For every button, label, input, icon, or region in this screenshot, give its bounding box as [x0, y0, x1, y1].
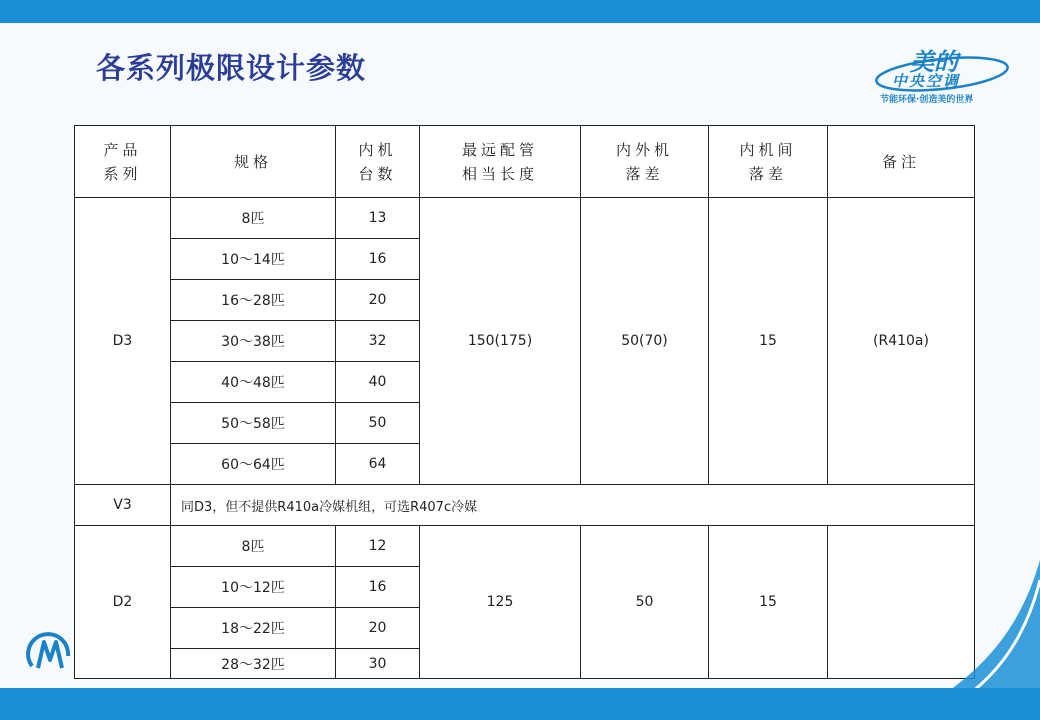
count-cell: 64 [336, 444, 420, 485]
count-cell: 32 [336, 321, 420, 362]
series-cell-d3: D3 [75, 198, 171, 485]
header-spec: 规格 [171, 126, 336, 198]
header-series: 产品 系列 [75, 126, 171, 198]
page-title: 各系列极限设计参数 [96, 51, 367, 85]
pipe-length-cell: 125 [420, 526, 581, 679]
count-cell: 40 [336, 362, 420, 403]
midea-mark-icon [22, 626, 78, 676]
header-height-diff-io: 内外机 落差 [581, 126, 709, 198]
count-cell: 16 [336, 567, 420, 608]
spec-cell: 50～58匹 [171, 403, 336, 444]
count-cell: 20 [336, 608, 420, 649]
top-banner-bar [0, 0, 1040, 23]
v3-note-cell: 同D3，但不提供R410a冷媒机组，可选R407c冷媒 [171, 485, 975, 526]
height-diff-ii-cell: 15 [709, 526, 828, 679]
logo-brand-text: 美的 [910, 48, 958, 76]
count-cell: 13 [336, 198, 420, 239]
remark-cell: (R410a) [828, 198, 975, 485]
spec-cell: 10～12匹 [171, 567, 336, 608]
spec-cell: 10～14匹 [171, 239, 336, 280]
spec-cell: 40～48匹 [171, 362, 336, 403]
spec-cell: 30～38匹 [171, 321, 336, 362]
table-row-v3 [75, 485, 975, 526]
height-diff-ii-cell: 15 [709, 198, 828, 485]
spec-table [74, 125, 975, 679]
spec-cell: 60～64匹 [171, 444, 336, 485]
count-cell: 30 [336, 649, 420, 679]
series-cell-v3: V3 [75, 485, 171, 526]
logo-sub-text: 中央空调 [892, 72, 961, 90]
logo-slogan: 节能环保·创造美的世界 [880, 95, 974, 105]
count-cell: 16 [336, 239, 420, 280]
height-diff-io-cell: 50 [581, 526, 709, 679]
count-cell: 12 [336, 526, 420, 567]
spec-cell: 8匹 [171, 526, 336, 567]
header-count: 内机 台数 [336, 126, 420, 198]
count-cell: 20 [336, 280, 420, 321]
series-cell-d2: D2 [75, 526, 171, 679]
table-row [75, 198, 975, 239]
header-height-diff-ii: 内机间 落差 [709, 126, 828, 198]
brand-logo [872, 40, 1012, 106]
height-diff-io-cell: 50(70) [581, 198, 709, 485]
spec-cell: 16～28匹 [171, 280, 336, 321]
header-pipe-length: 最远配管 相当长度 [420, 126, 581, 198]
header-row [75, 126, 975, 198]
header-remark: 备注 [828, 126, 975, 198]
spec-cell: 8匹 [171, 198, 336, 239]
spec-cell: 18～22匹 [171, 608, 336, 649]
spec-cell: 28～32匹 [171, 649, 336, 679]
pipe-length-cell: 150(175) [420, 198, 581, 485]
bottom-banner-bar [0, 688, 1040, 720]
table-row [75, 526, 975, 567]
count-cell: 50 [336, 403, 420, 444]
